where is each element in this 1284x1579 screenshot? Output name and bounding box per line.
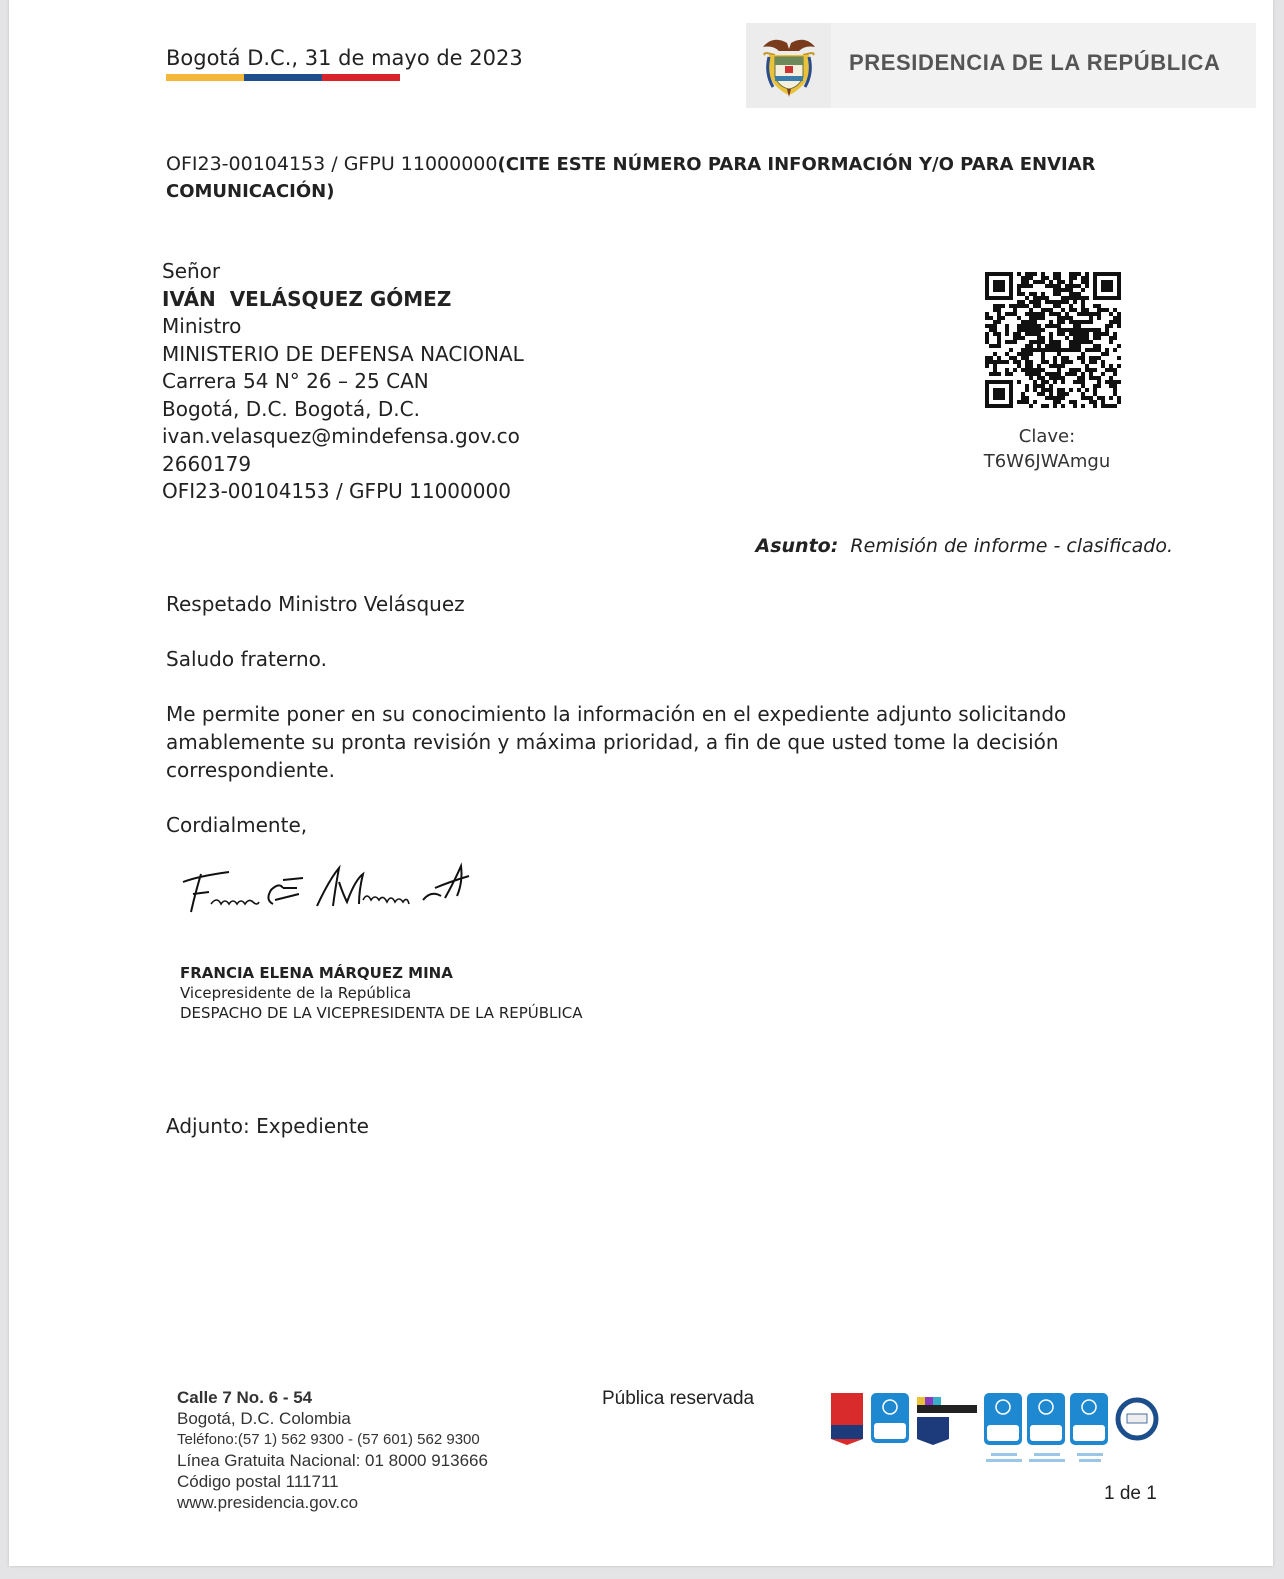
flag-blue: [244, 74, 322, 81]
footer-phone: Teléfono:(57 1) 562 9300 - (57 601) 562 9300: [177, 1431, 480, 1448]
footer-street: Calle 7 No. 6 - 54: [177, 1388, 313, 1407]
signer-office: DESPACHO DE LA VICEPRESIDENTA DE LA REPÚBLICA: [180, 1004, 583, 1022]
subject-value: Remisión de informe - clasificado.: [850, 535, 1173, 557]
recipient-email: ivan.velasquez@mindefensa.gov.co: [162, 424, 520, 448]
reference-number: OFI23-00104153 / GFPU 11000000: [166, 153, 498, 175]
recipient-organization: MINISTERIO DE DEFENSA NACIONAL: [162, 341, 524, 366]
crest-container: [746, 23, 831, 108]
great-culture-to-innovate-badge-icon: [917, 1397, 977, 1445]
page-number: 1 de 1: [1104, 1483, 1157, 1504]
letter-page: [9, 0, 1273, 1566]
flag-color-bar: [166, 74, 400, 81]
signer-block: [180, 963, 583, 1023]
coat-of-arms-icon: [759, 33, 819, 97]
footer-address: [177, 1387, 488, 1513]
subject-label: Asunto:: [755, 535, 839, 557]
institution-title: PRESIDENCIA DE LA REPÚBLICA: [849, 50, 1221, 75]
certification-badges: [831, 1393, 1161, 1473]
recipient-city: Bogotá, D.C. Bogotá, D.C.: [162, 396, 420, 421]
recipient-reference: OFI23-00104153 / GFPU 11000000: [162, 479, 511, 503]
footer-website[interactable]: www.presidencia.gov.co: [177, 1493, 359, 1512]
reference-instruction: (CITE ESTE NÚMERO PARA INFORMACIÓN Y/O PARA ENVIAR COMUNICACIÓN): [166, 154, 1096, 202]
footer-postal: Código postal 111711: [177, 1472, 339, 1491]
institution-header: [746, 23, 1256, 108]
greeting: Respetado Ministro Velásquez: [166, 592, 465, 616]
icontec-badge-icon: [871, 1393, 909, 1443]
handwritten-signature: [179, 860, 479, 930]
recipient-block: [162, 258, 524, 506]
recipient-salutation: Señor: [162, 259, 221, 283]
opening: Saludo fraterno.: [166, 647, 327, 671]
classification-label: Pública reservada: [602, 1388, 755, 1409]
attachment-note: Adjunto: Expediente: [166, 1114, 369, 1138]
qr-code-icon: [985, 272, 1121, 408]
iqnet-badge-icon: [1118, 1400, 1156, 1438]
footer-city: Bogotá, D.C. Colombia: [177, 1409, 351, 1428]
letter-date: Bogotá D.C., 31 de mayo de 2023: [166, 46, 523, 70]
clave-block: [957, 424, 1137, 474]
signer-title: Vicepresidente de la República: [180, 984, 412, 1002]
recipient-address: Carrera 54 N° 26 – 25 CAN: [162, 369, 429, 393]
clave-label: Clave:: [1018, 426, 1076, 447]
clave-value: T6W6JWAmgu: [983, 451, 1111, 472]
icontec-iso-badges-icon: [984, 1393, 1108, 1462]
recipient-name: IVÁN VELÁSQUEZ GÓMEZ: [162, 286, 452, 311]
recipient-phone: 2660179: [162, 451, 252, 476]
subject-line: [756, 535, 1173, 557]
body-paragraph: Me permite poner en su conocimiento la información en el expediente adjunto solicitando amablemente su pronta revisión y máxima prioridad, a fin de que usted tome la decisión correspondiente.: [166, 702, 1067, 782]
recipient-title: Ministro: [162, 314, 242, 338]
great-place-to-work-badge-icon: [831, 1393, 863, 1445]
closing: Cordialmente,: [166, 813, 308, 837]
flag-red: [322, 74, 400, 81]
reference-line: [166, 151, 1146, 205]
flag-yellow: [166, 74, 244, 81]
footer-toll-free: Línea Gratuita Nacional: 01 8000 913666: [177, 1451, 488, 1470]
signer-name: FRANCIA ELENA MÁRQUEZ MINA: [180, 964, 453, 982]
